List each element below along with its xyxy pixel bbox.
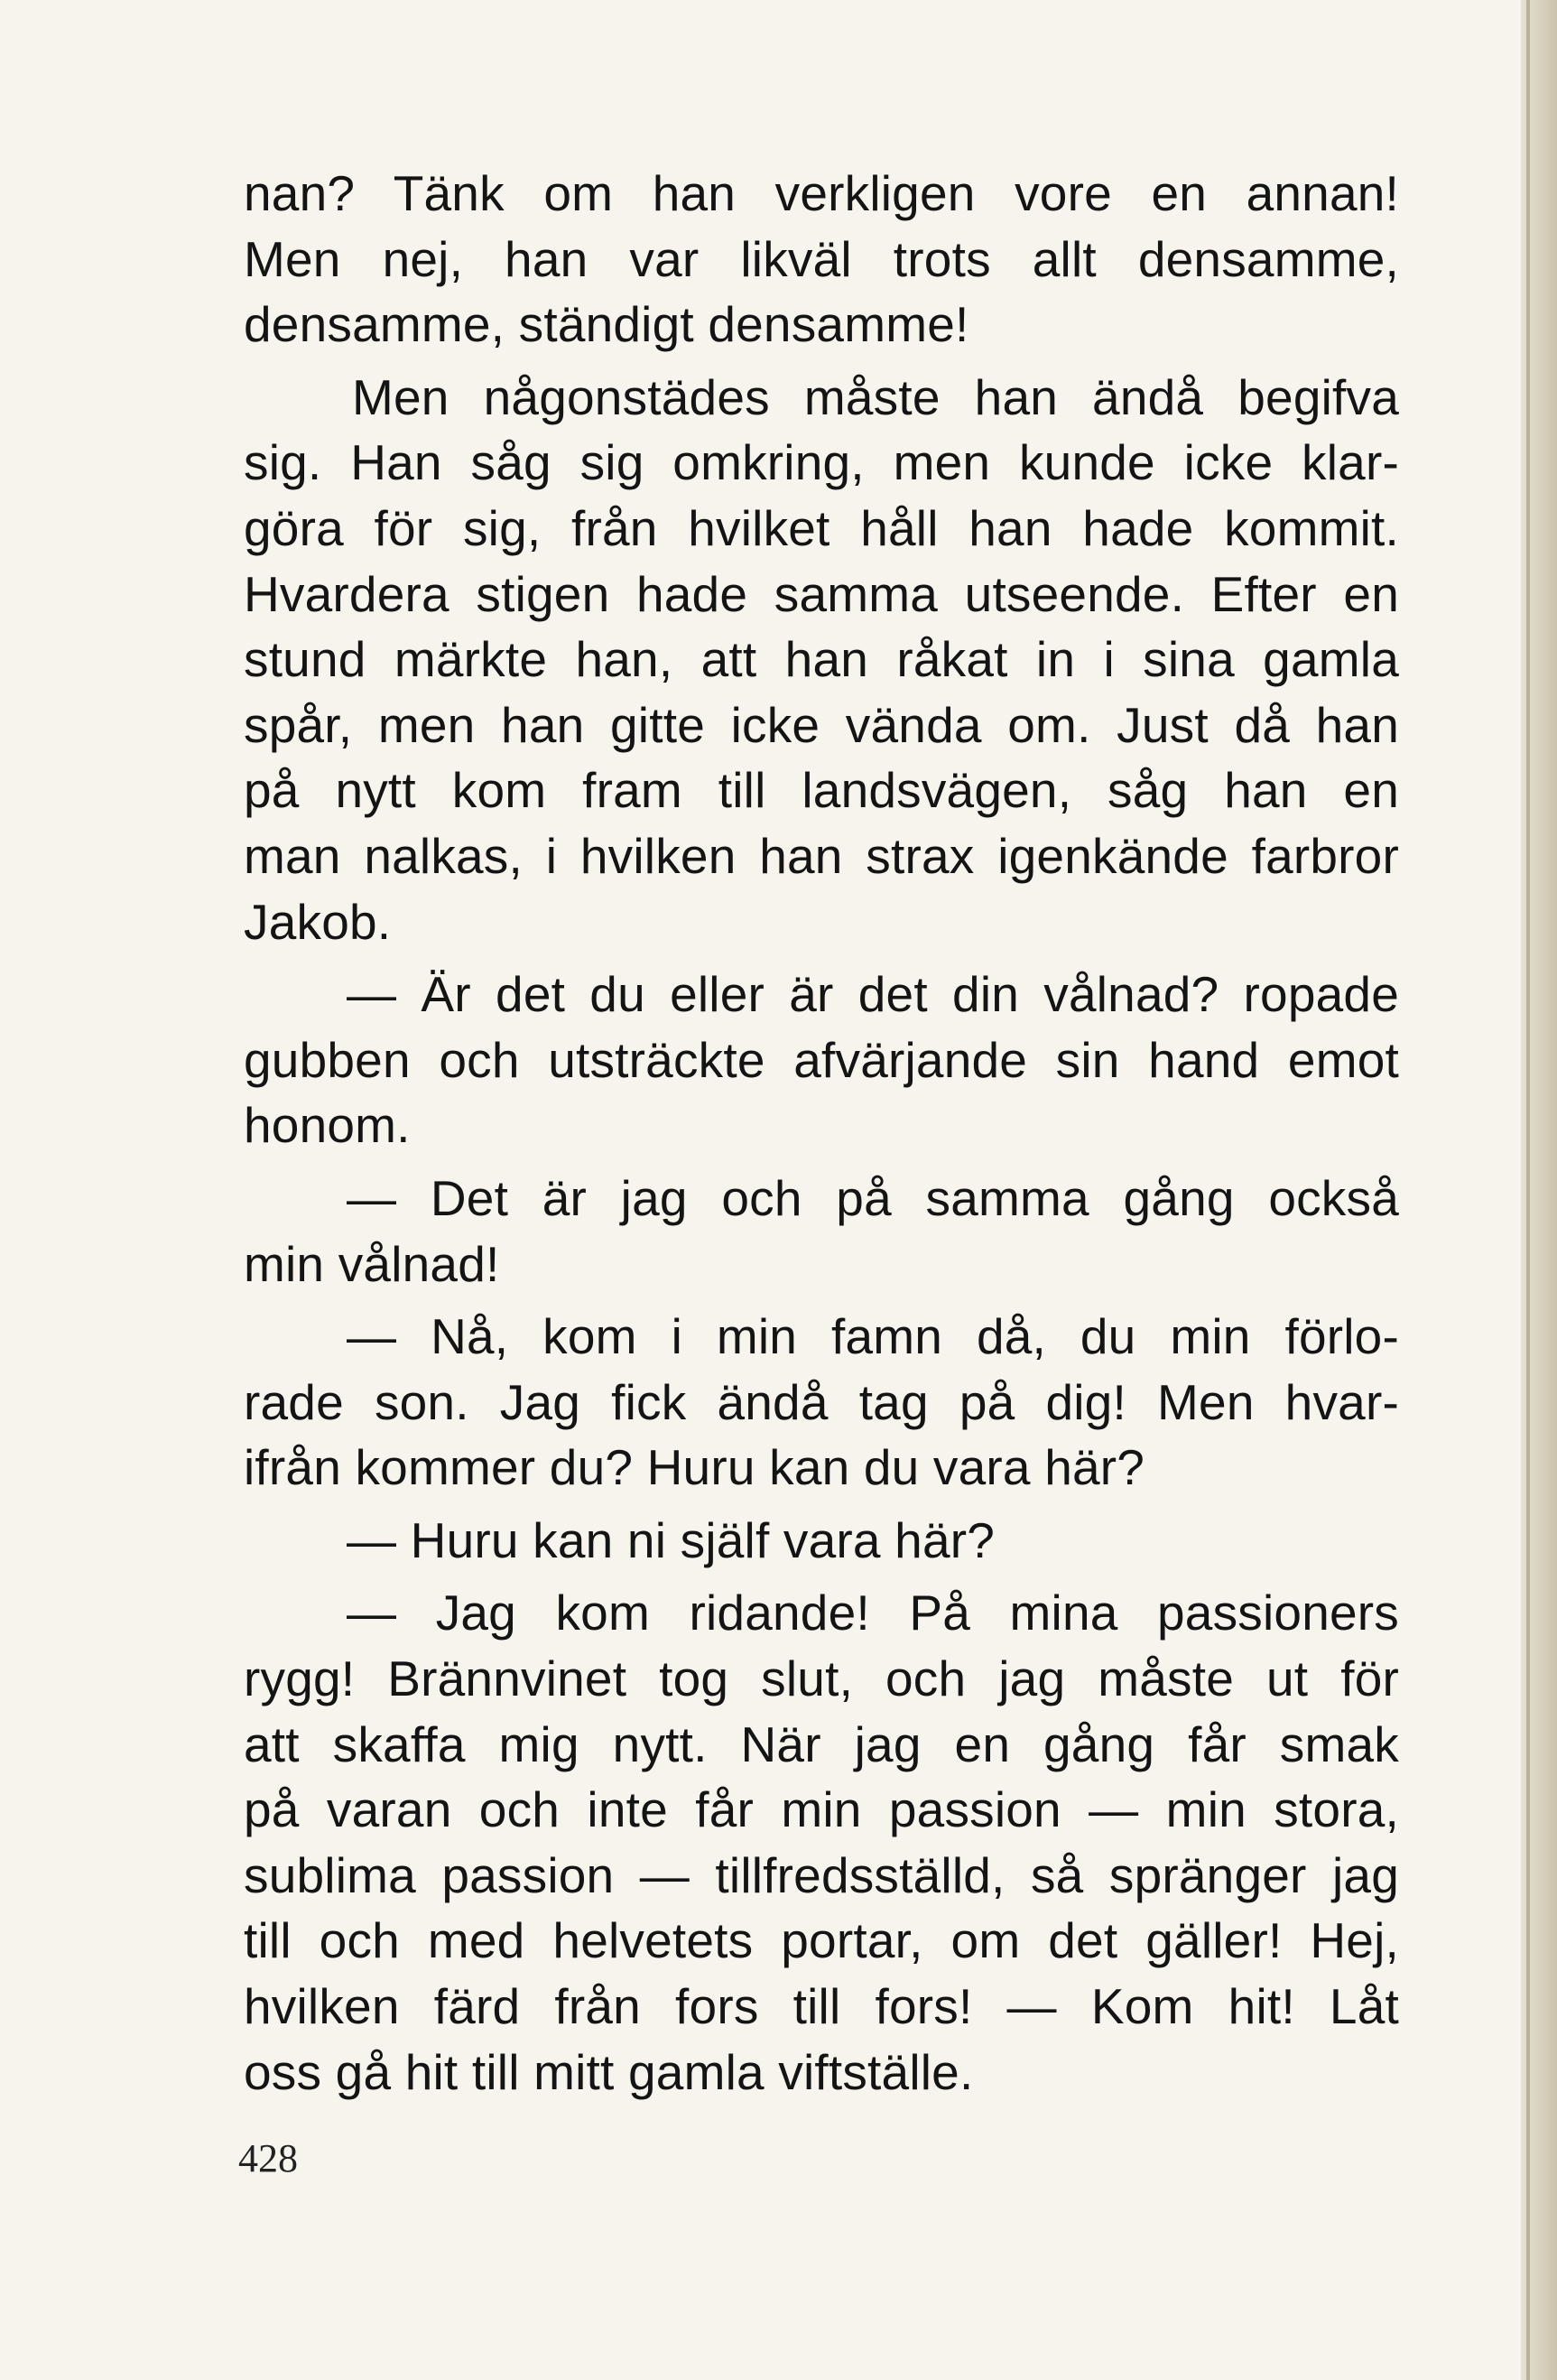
text-line: rygg! Brännvinet tog slut, och jag måste ut för	[244, 1650, 1399, 1707]
page-number: 428	[238, 2136, 298, 2180]
text-line: till och med helvetets portar, om det gäller! Hej,	[244, 1912, 1399, 1969]
text-line: — Huru kan ni själf vara här?	[347, 1511, 996, 1568]
text-line: — Är det du eller är det din vålnad? ropade	[347, 966, 1399, 1023]
text-line: densamme, ständigt densamme!	[244, 296, 969, 353]
page-edge-line	[1526, 0, 1530, 2380]
text-line: stund märkte han, att han råkat in i sina gamla	[244, 631, 1399, 688]
text-line: Hvardera stigen hade samma utseende. Efter en	[244, 565, 1399, 622]
text-line: att skaffa mig nytt. När jag en gång får smak	[244, 1715, 1399, 1772]
text-line: på varan och inte får min passion — min stora,	[244, 1781, 1399, 1838]
text-line: hvilken färd från fors till fors! — Kom hit! Låt	[244, 1978, 1399, 2035]
text-line: nan? Tänk om han verkligen vore en annan!	[244, 165, 1399, 221]
text-line: rade son. Jag fick ändå tag på dig! Men hvar-	[244, 1373, 1399, 1430]
text-line: oss gå hit till mitt gamla viftställe.	[244, 2043, 974, 2100]
text-line: Men någonstädes måste han ändå begifva	[352, 368, 1399, 425]
text-line: man nalkas, i hvilken han strax igenkände farbror	[244, 827, 1399, 884]
text-line: spår, men han gitte icke vända om. Just då han	[244, 696, 1399, 753]
text-line: — Det är jag och på samma gång också	[347, 1169, 1399, 1226]
text-line: sig. Han såg sig omkring, men kunde icke klar-	[244, 434, 1399, 491]
text-line: — Jag kom ridande! På mina passioners	[347, 1585, 1399, 1641]
text-line: göra för sig, från hvilket håll han hade kommit.	[244, 499, 1399, 556]
text-line: sublima passion — tillfredsställd, så spränger jag	[244, 1846, 1399, 1903]
text-line: min vålnad!	[244, 1235, 500, 1292]
text-line: — Nå, kom i min famn då, du min förlo-	[347, 1308, 1399, 1365]
text-line: Jakob.	[244, 893, 392, 950]
text-line: på nytt kom fram till landsvägen, såg han en	[244, 762, 1399, 819]
text-line: honom.	[244, 1097, 411, 1154]
text-line: gubben och utsträckte afvärjande sin hand emot	[244, 1031, 1399, 1088]
text-line: Men nej, han var likväl trots allt densamme,	[244, 230, 1399, 287]
text-line: ifrån kommer du? Huru kan du vara här?	[244, 1439, 1145, 1496]
page-text	[244, 161, 1399, 2105]
